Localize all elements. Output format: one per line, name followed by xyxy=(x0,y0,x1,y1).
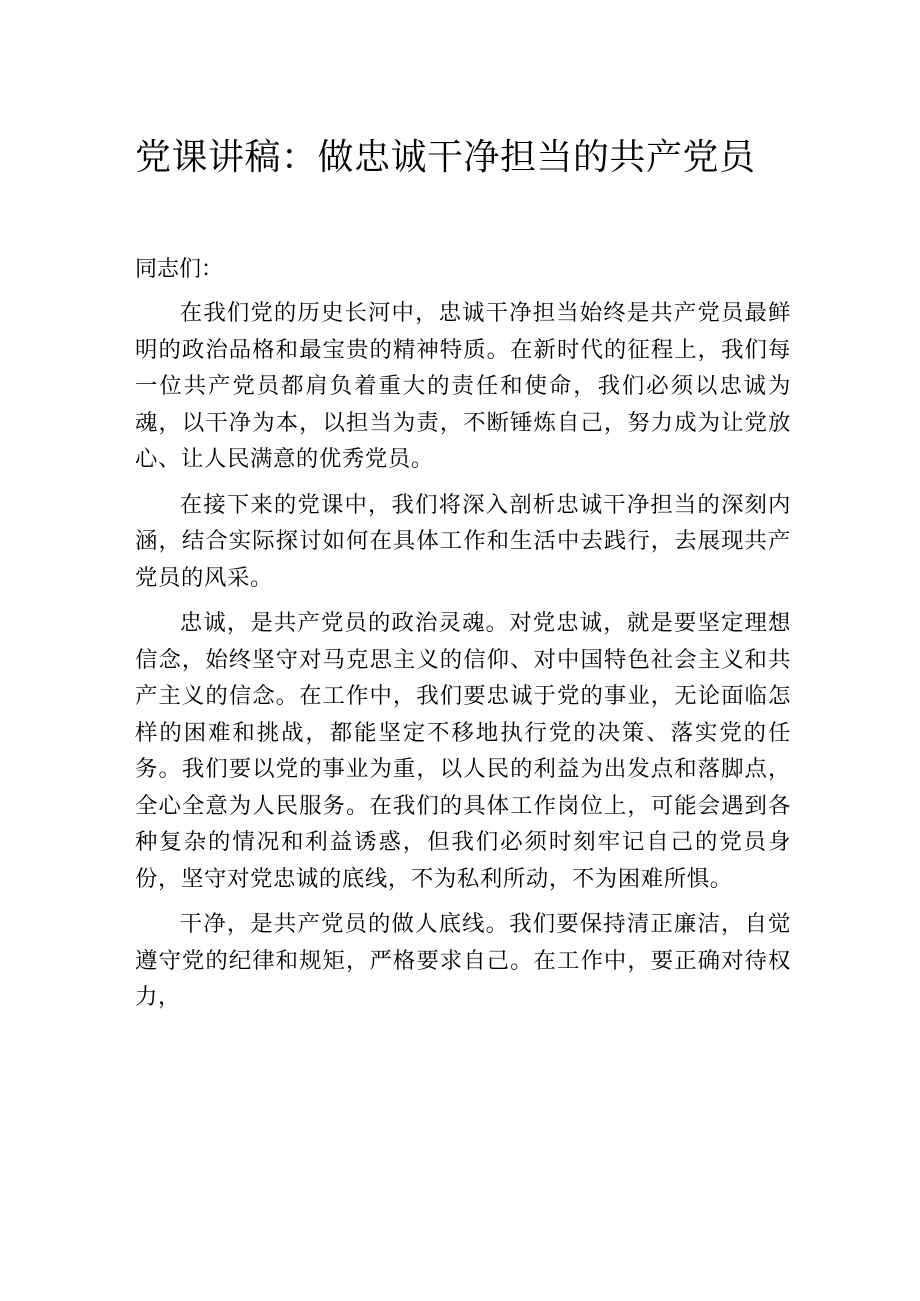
paragraph-intro: 在我们党的历史长河中，忠诚干净担当始终是共产党员最鲜明的政治品格和最宝贵的精神特质。在新时代的征程上，我们每一位共产党员都肩负着重大的责任和使命，我们必须以忠诚为魂，以干净为本，以担当为责，不断锤炼自己，努力成为让党放心、让人民满意的优秀党员。 xyxy=(135,300,791,472)
document-body xyxy=(135,295,791,1025)
salutation: 同志们： xyxy=(135,257,224,282)
paragraph-loyalty: 忠诚，是共产党员的政治灵魂。对党忠诚，就是要坚定理想信念，始终坚守对马克思主义的信仰、对中国特色社会主义和共产主义的信念。在工作中，我们要忠诚于党的事业，无论面临怎样的困难和挑战，都能坚定不移地执行党的决策、落实党的任务。我们要以党的事业为重，以人民的利益为出发点和落脚点，全心全意为人民服务。在我们的具体工作岗位上，可能会遇到各种复杂的情况和利益诱惑，但我们必须时刻牢记自己的党员身份，坚守对党忠诚的底线，不为私利所动，不为困难所惧。 xyxy=(135,610,791,892)
document-title: 党课讲稿：做忠诚干净担当的共产党员 xyxy=(135,137,756,178)
paragraph-outline: 在接下来的党课中，我们将深入剖析忠诚干净担当的深刻内涵，结合实际探讨如何在具体工作和生活中去践行，去展现共产党员的风采。 xyxy=(135,491,791,591)
paragraph-integrity: 干净，是共产党员的做人底线。我们要保持清正廉洁，自觉遵守党的纪律和规矩，严格要求自己。在工作中，要正确对待权力， xyxy=(135,911,791,1010)
